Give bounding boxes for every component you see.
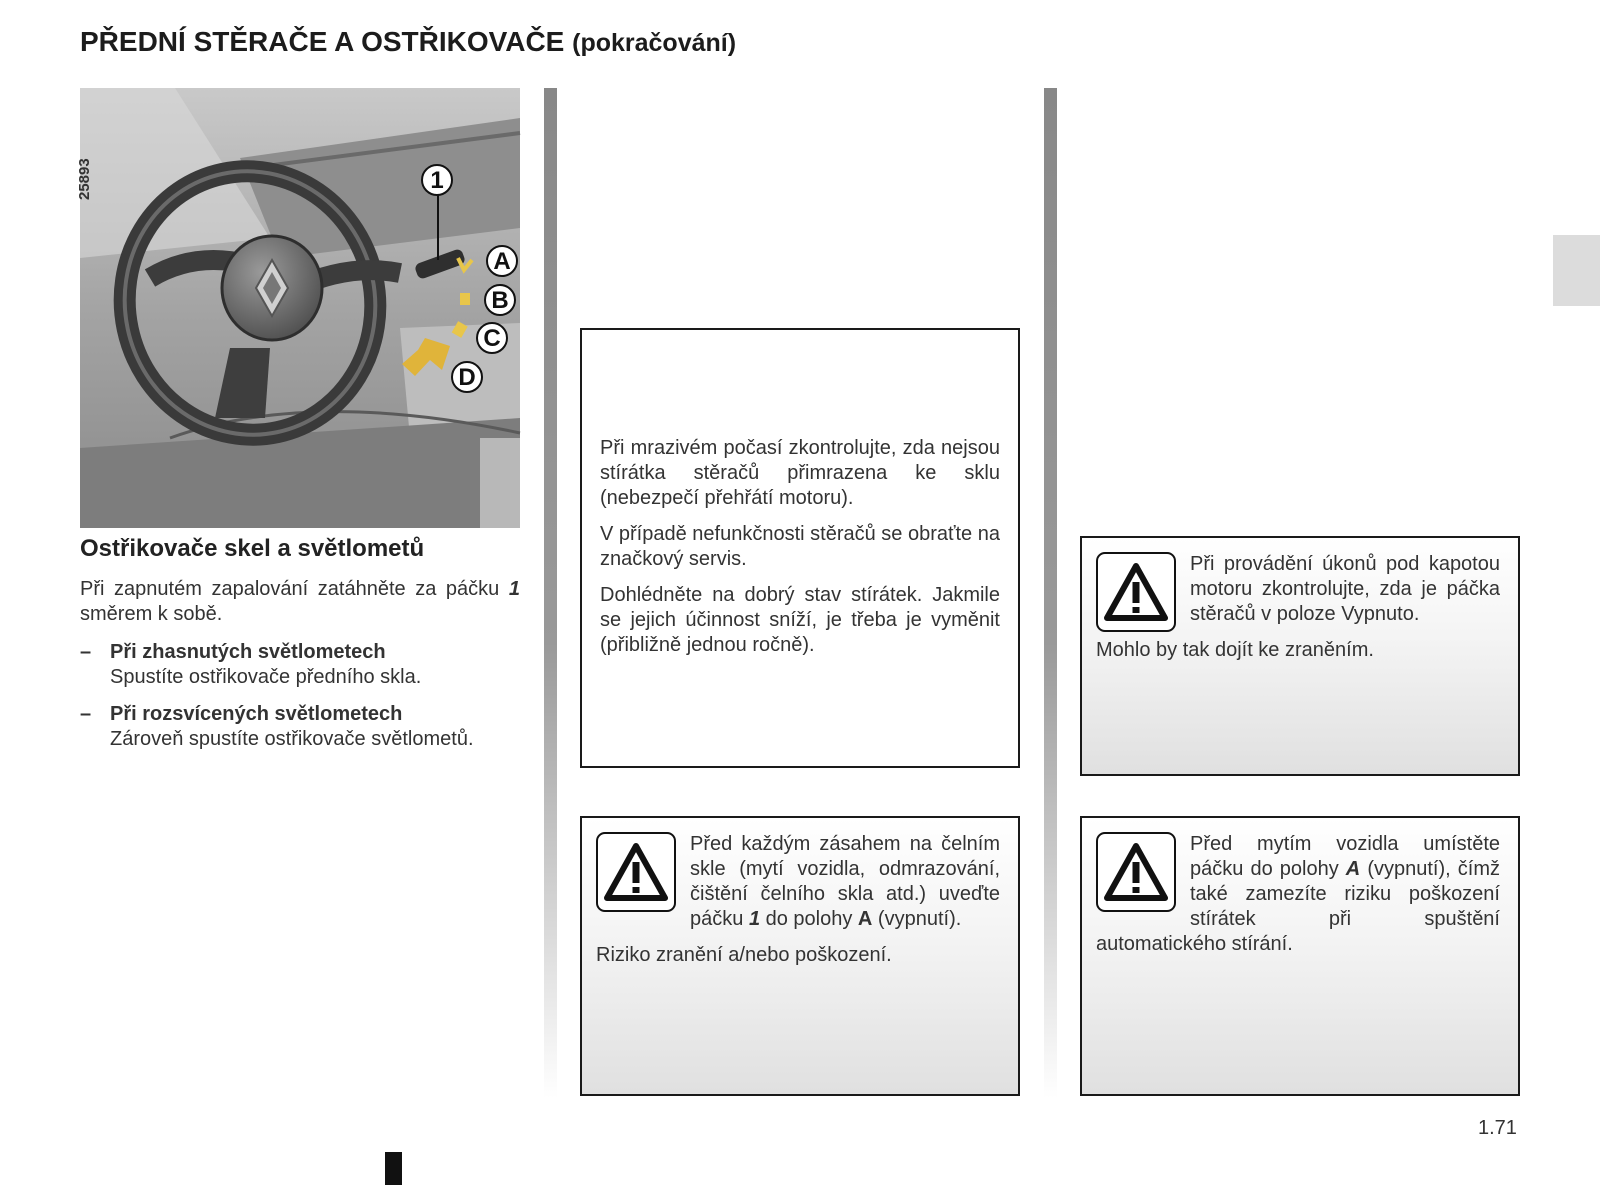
bullet-dash: – <box>80 703 92 725</box>
column-separator <box>1044 88 1057 1098</box>
warning-triangle-icon <box>1096 552 1176 632</box>
warning-triangle-icon <box>1096 832 1176 912</box>
crop-mark <box>385 1152 402 1185</box>
steering-wheel-illustration <box>76 88 520 528</box>
page-title <box>80 26 736 58</box>
callout-a: A <box>486 245 518 277</box>
page-number: 1.71 <box>1478 1117 1517 1139</box>
column-separator <box>544 88 557 1098</box>
info-paragraph: Dohlédněte na dobrý stav stírátek. Jakmile se jejich účinnost sníží, je třeba je vyměnit (přibližně jednou ročně). <box>600 584 1000 656</box>
warning-text-part: (vypnutí). <box>872 908 962 930</box>
lever-number: 1 <box>748 908 761 930</box>
warning-triangle-icon <box>596 832 676 912</box>
bullet-text: Zároveň spustíte ostřikovače světlometů. <box>110 728 474 750</box>
warning-box <box>1080 536 1520 776</box>
warning-box <box>1080 816 1520 1096</box>
warning-box <box>580 816 1020 1096</box>
title-main: PŘEDNÍ STĚRAČE A OSTŘIKOVAČE <box>80 26 565 57</box>
section-tab <box>1553 235 1600 306</box>
position-letter: A <box>1345 858 1361 880</box>
dashboard-drawing <box>80 88 520 528</box>
bullet-title: Při rozsvícených světlometech <box>110 703 403 725</box>
warning-text-part: Před každým zásahem na čelním skle (mytí vozidla, odmrazování, čištění čelního skla atd.) uveďte páčku <box>690 833 1000 930</box>
bullet-item <box>80 640 540 690</box>
bullet-item <box>80 702 540 752</box>
intro-text-end: směrem k sobě. <box>80 603 223 625</box>
callout-c: C <box>476 322 508 354</box>
info-paragraph: V případě nefunkčnosti stěračů se obraťte na značkový servis. <box>600 523 1000 570</box>
warning-text-part: Před mytím vozidla umístěte páčku do polohy <box>1190 833 1500 880</box>
warning-text: Riziko zranění a/nebo poškození. <box>596 944 892 966</box>
warning-text: Při provádění úkonů pod kapotou motoru zkontrolujte, zda je páčka stěračů v poloze Vypnuto. <box>1190 553 1500 625</box>
intro-text: Při zapnutém zapalování zatáhněte za páčku <box>80 578 509 600</box>
lever-number: 1 <box>508 578 520 600</box>
warning-text: Mohlo by tak dojít ke zraněním. <box>1096 639 1374 661</box>
bullet-dash: – <box>80 641 92 663</box>
figure-number: 25893 <box>76 158 93 200</box>
callout-1: 1 <box>421 164 453 196</box>
warning-text-part: (vypnutí), čímž také zamezíte riziku poškození stírátek při spuštění automatického stírání. <box>1096 858 1500 955</box>
bullet-text: Spustíte ostřikovače předního skla. <box>110 666 422 688</box>
warning-text-part: do polohy <box>760 908 858 930</box>
info-paragraph: Při mrazivém počasí zkontrolujte, zda nejsou stírátka stěračů přimrazena ke sklu (nebezpečí přehřátí motoru). <box>600 437 1000 509</box>
title-suffix: (pokračování) <box>572 29 737 57</box>
position-letter: A <box>857 908 873 930</box>
intro-paragraph <box>80 577 520 627</box>
bullet-title: Při zhasnutých světlometech <box>110 641 386 663</box>
info-box <box>580 328 1020 768</box>
callout-b: B <box>484 284 516 316</box>
callout-d: D <box>451 361 483 393</box>
section-heading: Ostřikovače skel a světlometů <box>80 535 425 562</box>
